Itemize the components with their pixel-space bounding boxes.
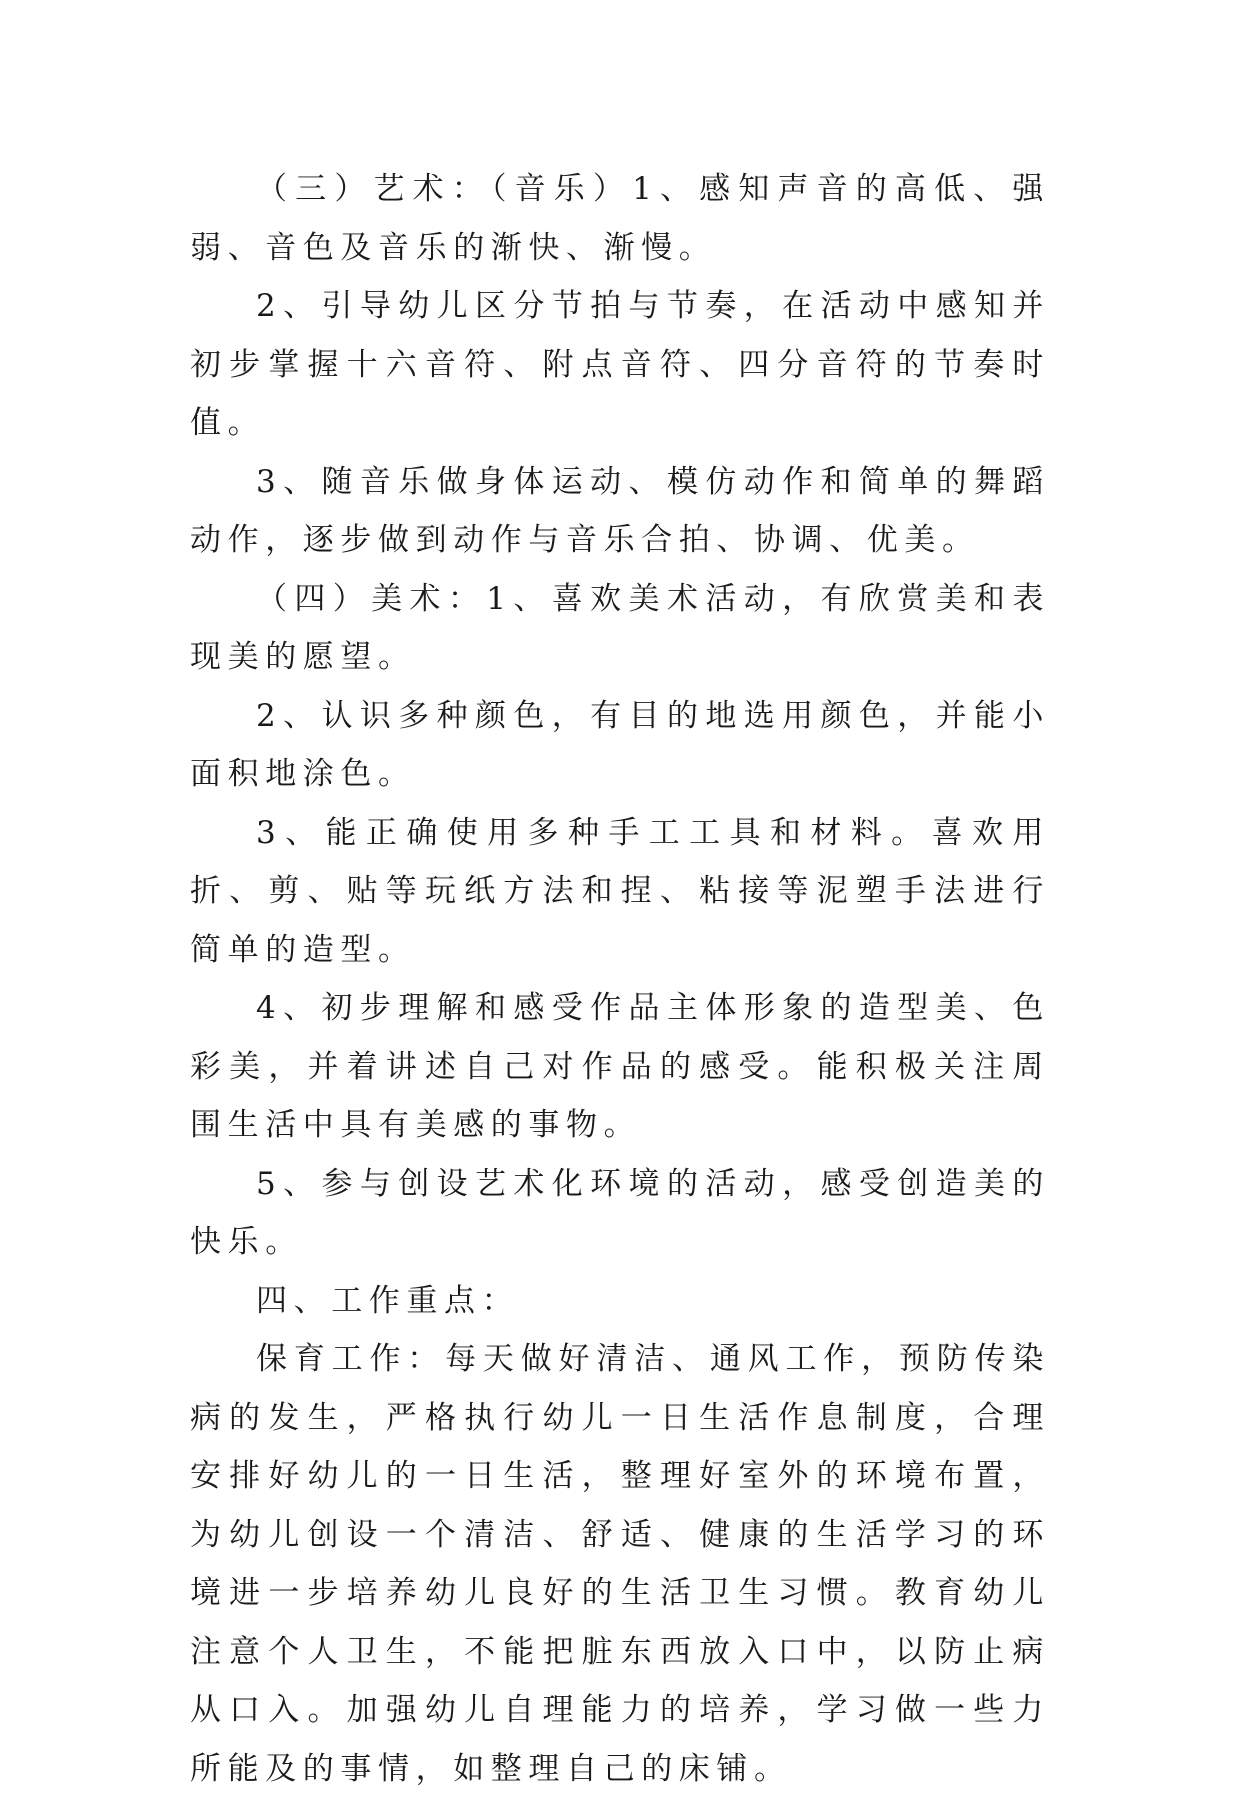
paragraph-art-goal-1: （四）美术：1、喜欢美术活动，有欣赏美和表现美的愿望。	[190, 580, 1050, 675]
paragraph-care-work: 保育工作：每天做好清洁、通风工作，预防传染病的发生，严格执行幼儿一日生活作息制度，合理安排好幼儿的一日生活，整理好室外的环境布置，为幼儿创设一个清洁、舒适、健康的生活学习的环境进一步培养幼儿良好的生活卫生习惯。教育幼儿注意个人卫生，不能把脏东西放入口中，以防止病从口入。加强幼儿自理能力的培养，学习做一些力所能及的事情，如整理自己的床铺。	[190, 1341, 1050, 1787]
paragraph-music-goal-1: （三）艺术：（音乐）1、感知声音的高低、强弱、音色及音乐的渐快、渐慢。	[190, 171, 1050, 266]
section-heading-work-focus: 四、工作重点：	[256, 1282, 520, 1319]
document-body	[190, 160, 1050, 1798]
paragraph-art-goal-2: 2、认识多种颜色，有目的地选用颜色，并能小面积地涂色。	[190, 697, 1050, 792]
paragraph-music-goal-2: 2、引导幼儿区分节拍与节奏，在活动中感知并初步掌握十六音符、附点音符、四分音符的节奏时值。	[190, 288, 1050, 441]
paragraph-art-goal-4: 4、初步理解和感受作品主体形象的造型美、色彩美，并着讲述自己对作品的感受。能积极关注周围生活中具有美感的事物。	[190, 990, 1050, 1143]
paragraph-art-goal-3: 3、能正确使用多种手工工具和材料。喜欢用折、剪、贴等玩纸方法和捏、粘接等泥塑手法进行简单的造型。	[190, 814, 1050, 968]
paragraph-art-goal-5: 5、参与创设艺术化环境的活动，感受创造美的快乐。	[190, 1165, 1050, 1260]
paragraph-music-goal-3: 3、随音乐做身体运动、模仿动作和简单的舞蹈动作，逐步做到动作与音乐合拍、协调、优美。	[190, 463, 1050, 558]
